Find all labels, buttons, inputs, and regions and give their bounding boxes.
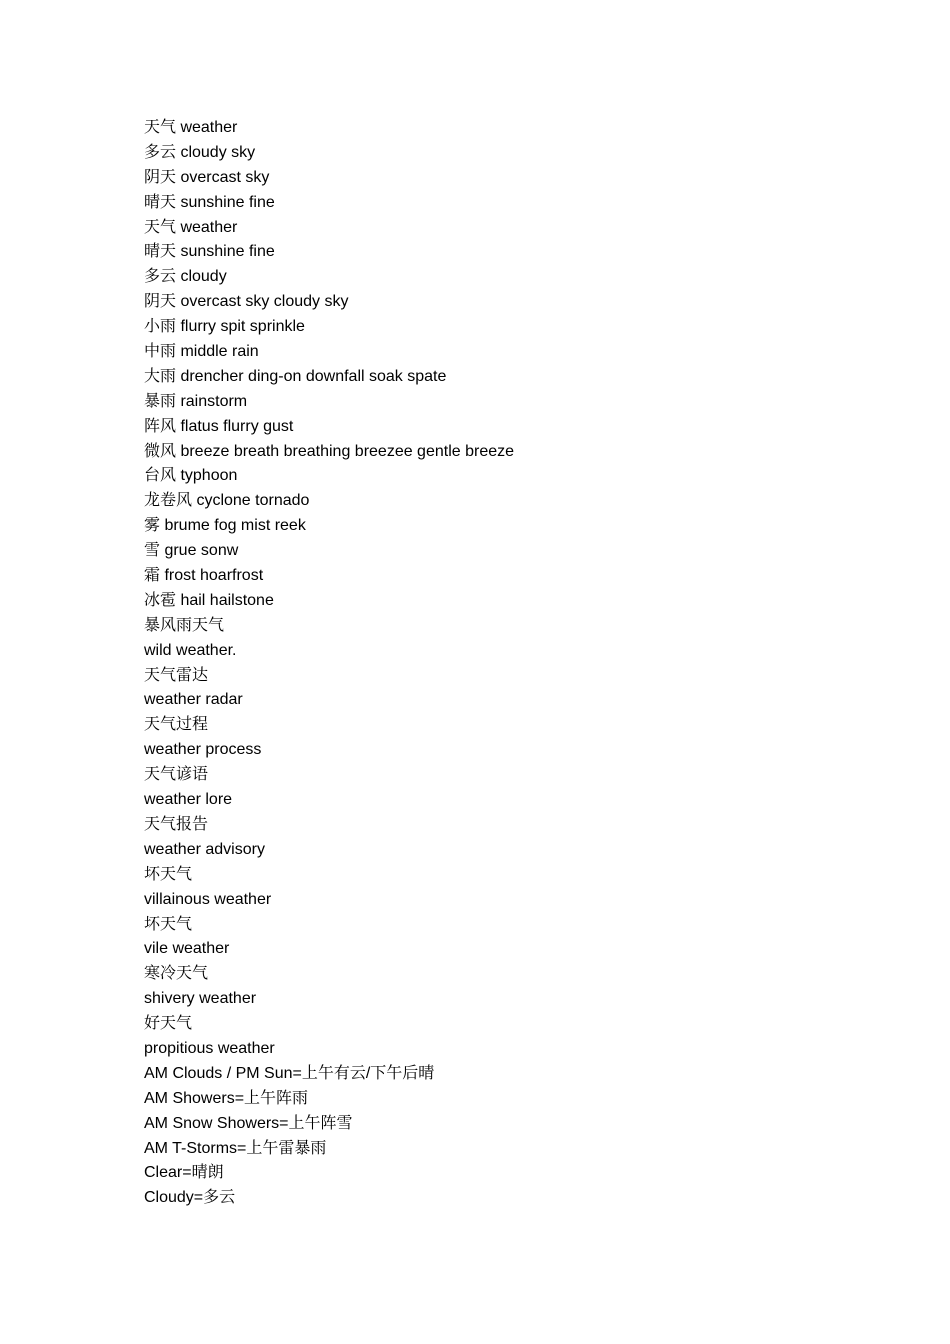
text-line: shivery weather: [144, 990, 257, 1008]
text-line: 阴天 overcast sky cloudy sky: [144, 293, 349, 311]
text-line: 天气谚语: [144, 766, 209, 784]
text-line: 暴风雨天气: [144, 616, 225, 634]
text-line: 天气过程: [144, 716, 209, 734]
text-line: 晴天 sunshine fine: [144, 193, 275, 211]
text-line: AM Snow Showers=上午阵雪: [144, 1114, 353, 1132]
text-line: 微风 breeze breath breathing breezee gentle breeze: [144, 442, 515, 460]
text-line: 阴天 overcast sky: [144, 168, 270, 186]
text-line: 多云 cloudy: [144, 268, 227, 286]
document-body: [144, 116, 904, 1211]
text-line: AM Clouds / PM Sun=上午有云/下午后晴: [144, 1064, 435, 1082]
text-line: 坏天气: [144, 865, 193, 883]
text-line: 霜 frost hoarfrost: [144, 567, 264, 585]
text-line: 小雨 flurry spit sprinkle: [144, 318, 305, 336]
text-line: propitious weather: [144, 1039, 275, 1057]
text-line: 大雨 drencher ding-on downfall soak spate: [144, 367, 447, 385]
text-line: AM Showers=上午阵雨: [144, 1089, 309, 1107]
text-line: 冰雹 hail hailstone: [144, 591, 274, 609]
text-line: vile weather: [144, 940, 230, 958]
text-line: 天气 weather: [144, 119, 238, 136]
text-line: 好天气: [144, 1015, 193, 1033]
text-line: 天气报告: [144, 815, 209, 833]
text-line: 中雨 middle rain: [144, 343, 259, 361]
text-line: 台风 typhoon: [144, 467, 238, 485]
text-line: 天气 weather: [144, 218, 238, 236]
text-line: 坏天气: [144, 915, 193, 933]
text-line: weather process: [144, 741, 262, 759]
text-line: weather radar: [144, 691, 243, 709]
text-line: 龙卷风 cyclone tornado: [144, 492, 310, 510]
text-line: 多云 cloudy sky: [144, 143, 256, 161]
text-line: Cloudy=多云: [144, 1189, 236, 1207]
text-line: 天气雷达: [144, 666, 209, 684]
text-line: 阵风 flatus flurry gust: [144, 417, 294, 435]
text-line: 寒冷天气: [144, 965, 209, 983]
text-line: 雪 grue sonw: [144, 542, 239, 560]
text-line: weather lore: [144, 791, 233, 809]
text-line: 暴雨 rainstorm: [144, 392, 248, 410]
text-line: villainous weather: [144, 890, 272, 908]
text-line: AM T-Storms=上午雷暴雨: [144, 1139, 327, 1157]
text-line: 雾 brume fog mist reek: [144, 517, 306, 535]
text-line: wild weather.: [144, 641, 237, 659]
text-line: weather advisory: [144, 840, 265, 858]
text-line: 晴天 sunshine fine: [144, 243, 275, 261]
text-line: Clear=晴朗: [144, 1164, 224, 1182]
